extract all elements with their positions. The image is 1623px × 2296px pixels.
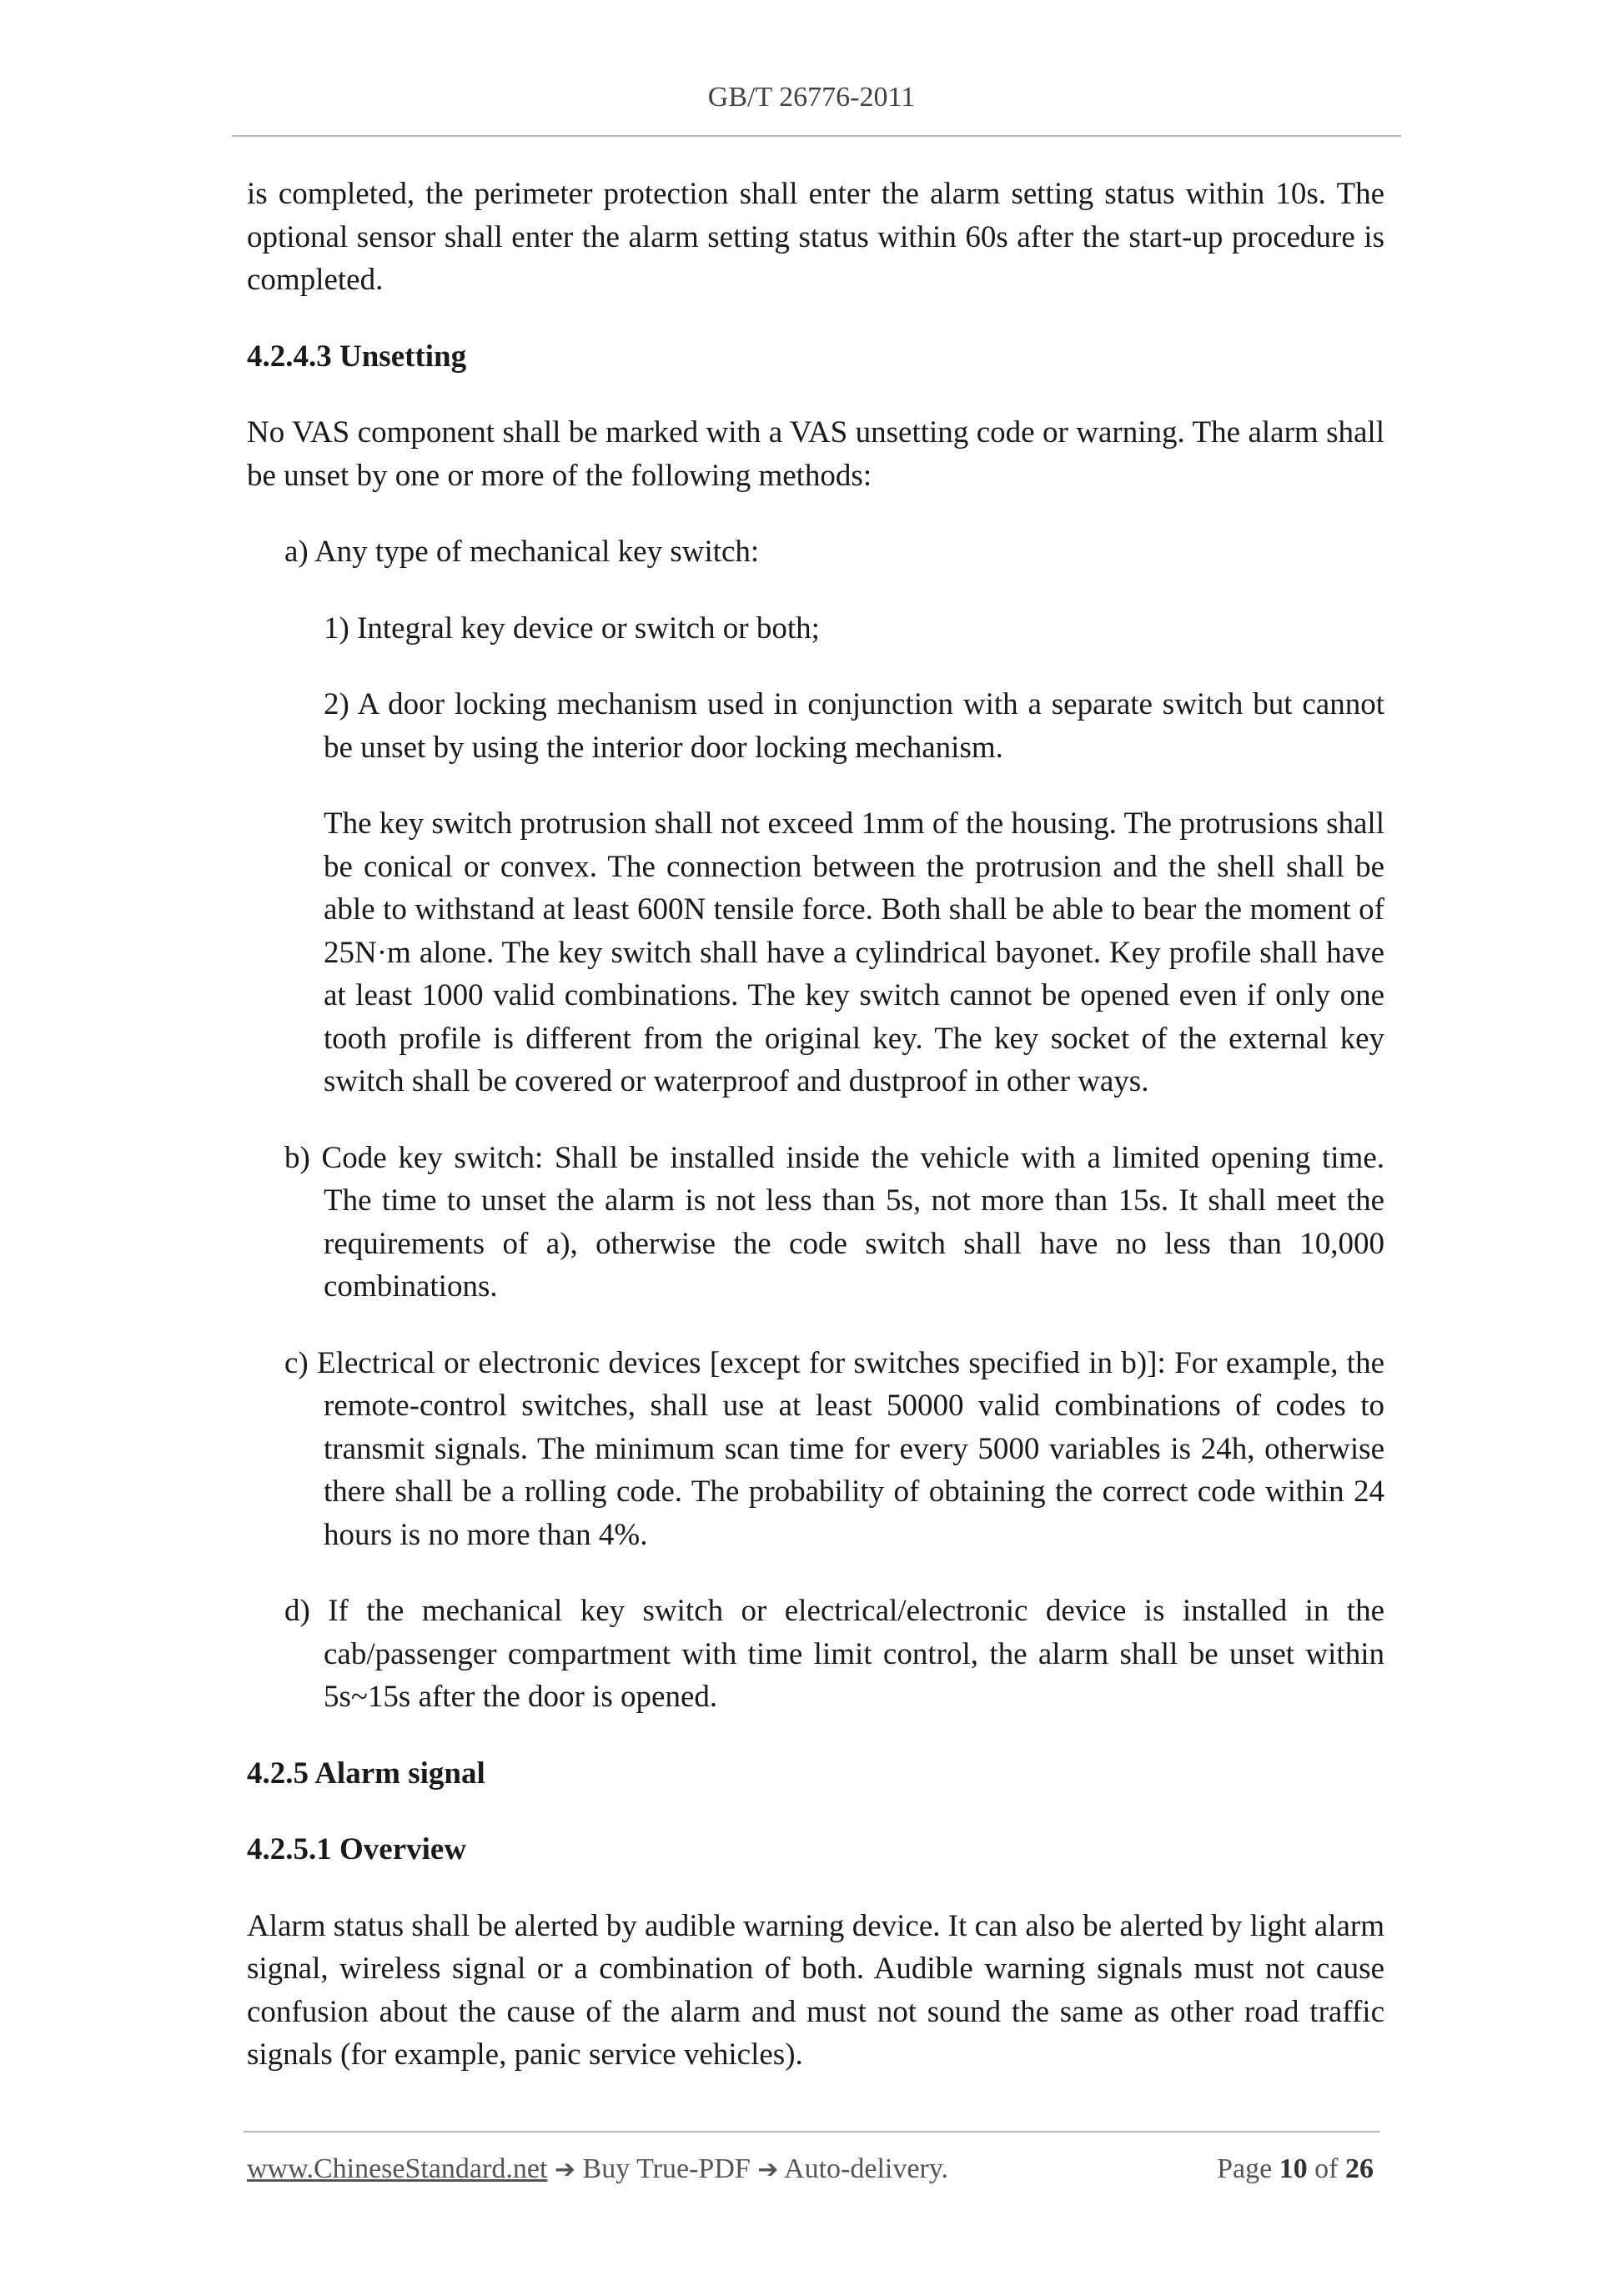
document-id: GB/T 26776-2011	[707, 82, 916, 113]
section-heading-4251: 4.2.5.1 Overview	[247, 1832, 467, 1866]
key-switch-paragraph: The key switch protrusion shall not exceed 1mm of the housing. The protrusions shall be conical or convex. The connection between the protrusion and the shell shall be able to withstand at least 600N tensile force. Both shall be able to bear the moment of 25N·m alone. The key switch shall have a cylindrical bayonet. Key profile shall have at least 1000 valid combinations. The key switch cannot be opened even if only one tooth profile is different from the original key. The key socket of the external key switch shall be covered or waterproof and dustproof in other ways.	[324, 806, 1384, 1098]
unsetting-paragraph: No VAS component shall be marked with a VAS unsetting code or warning. The alarm shall be unset by one or more of the following methods:	[247, 415, 1384, 493]
intro-paragraph: is completed, the perimeter protection shall enter the alarm setting status within 10s. The optional sensor shall enter the alarm setting status within 60s after the start-up procedure is completed.	[247, 177, 1384, 297]
list-item-a2: 2) A door locking mechanism used in conjunction with a separate switch but cannot be unset by using the interior door locking mechanism.	[324, 687, 1384, 765]
header-divider	[232, 135, 1401, 137]
page-footer	[247, 2153, 1384, 2185]
section-heading-4243: 4.2.4.3 Unsetting	[247, 339, 467, 374]
overview-paragraph: Alarm status shall be alerted by audible warning device. It can also be alerted by light alarm signal, wireless signal or a combination of both. Audible warning signals must not cause confusion about the cause of the alarm and must not sound the same as other road traffic signals (for example, panic service vehicles).	[247, 1908, 1384, 2072]
section-heading-425: 4.2.5 Alarm signal	[247, 1756, 485, 1791]
right-arrow-icon: ➔	[757, 2155, 779, 2184]
website-link[interactable]: www.ChineseStandard.net	[247, 2153, 548, 2184]
list-item-a: a) Any type of mechanical key switch:	[284, 535, 760, 569]
list-item-a1: 1) Integral key device or switch or both;	[324, 610, 820, 646]
page-total: 26	[1345, 2153, 1374, 2184]
page-indicator	[1217, 2153, 1374, 2185]
list-item-d: d) If the mechanical key switch or electrical/electronic device is installed in the cab/passenger compartment with time limit control, the alarm shall be unset within 5s~15s after the door is opened.	[284, 1594, 1384, 1714]
page-label: Page	[1217, 2153, 1273, 2184]
list-item-c: c) Electrical or electronic devices [except for switches specified in b)]: For example, the remote-control switches, shall use at least 50000 valid combinations of codes to transmit signals. The minimum scan time for every 5000 variables is 24h, otherwise there shall be a rolling code. The probability of obtaining the correct code within 24 hours is no more than 4%.	[284, 1345, 1384, 1552]
right-arrow-icon: ➔	[554, 2155, 576, 2184]
footer-links	[247, 2153, 948, 2184]
page-body	[247, 173, 1384, 2110]
of-label: of	[1314, 2153, 1339, 2184]
buy-pdf-text: Buy True-PDF	[582, 2153, 751, 2184]
page-number: 10	[1279, 2153, 1308, 2184]
page-header	[0, 82, 1623, 113]
auto-delivery-text: Auto-delivery.	[784, 2153, 949, 2184]
list-item-b: b) Code key switch: Shall be installed inside the vehicle with a limited opening time. The time to unset the alarm is not less than 5s, not more than 15s. It shall meet the requirements of a), otherwise the code switch shall have no less than 10,000 combinations.	[284, 1140, 1384, 1304]
footer-divider	[244, 2131, 1379, 2133]
